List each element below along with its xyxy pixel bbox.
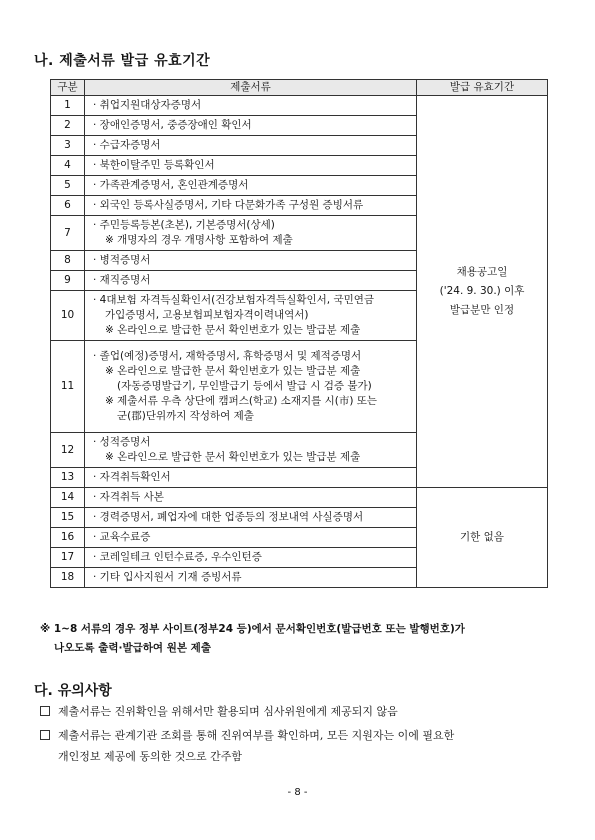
- document-cell: [85, 116, 417, 136]
- document-line: · 기타 입사지원서 기재 증빙서류: [93, 571, 242, 583]
- note-text: 제출서류는 진위확인을 위해서만 활용되며 심사위원에게 제공되지 않음: [58, 705, 398, 718]
- document-line: ※ 제출서류 우측 상단에 캠퍼스(학교) 소재지를 시(市) 또는: [105, 395, 378, 407]
- header-no: 구분: [51, 80, 85, 96]
- document-line: · 취업지원대상자증명서: [93, 99, 202, 111]
- footnote: [40, 620, 560, 658]
- document-line: · 졸업(예정)증명서, 재학증명서, 휴학증명서 및 제적증명서: [93, 350, 362, 362]
- document-line: ※ 온라인으로 발급한 문서 확인번호가 있는 발급분 제출: [105, 451, 361, 463]
- row-number: 18: [51, 568, 85, 588]
- header-validity: 발급 유효기간: [417, 80, 548, 96]
- row-number: 2: [51, 116, 85, 136]
- validity-cell: [417, 96, 548, 488]
- document-cell: [85, 488, 417, 508]
- footnote-line: 나오도록 출력·발급하여 원본 제출: [54, 642, 211, 654]
- document-line: · 외국인 등록사실증명서, 기타 다문화가족 구성원 증빙서류: [93, 199, 364, 211]
- row-number: 6: [51, 196, 85, 216]
- document-cell: [85, 251, 417, 271]
- document-cell: [85, 96, 417, 116]
- note-item: [40, 701, 560, 722]
- document-line: ※ 개명자의 경우 개명사항 포함하여 제출: [105, 234, 293, 246]
- table-row: [51, 96, 548, 116]
- document-cell: [85, 548, 417, 568]
- section2-title: 다. 유의사항: [34, 683, 112, 699]
- table-header-row: [51, 80, 548, 96]
- document-line: · 북한이탈주민 등록확인서: [93, 159, 215, 171]
- document-cell: [85, 341, 417, 433]
- checkbox-icon: [40, 730, 50, 740]
- document-cell: [85, 176, 417, 196]
- documents-table: [50, 79, 548, 588]
- row-number: 1: [51, 96, 85, 116]
- document-line: · 성적증명서: [93, 436, 151, 448]
- validity-text: 발급분만 인정: [449, 304, 515, 316]
- section-title: 나. 제출서류 발급 유효기간: [34, 53, 211, 69]
- row-number: 3: [51, 136, 85, 156]
- checkbox-icon: [40, 706, 50, 716]
- document-cell: [85, 196, 417, 216]
- page-number: - 8 -: [287, 787, 308, 798]
- document-cell: [85, 528, 417, 548]
- footnote-line: ※ 1~8 서류의 경우 정부 사이트(정부24 등)에서 문서확인번호(발급번호 또는 발행번호)가: [40, 623, 465, 635]
- document-line: · 가족관계증명서, 혼인관계증명서: [93, 179, 249, 191]
- row-number: 13: [51, 468, 85, 488]
- validity-cell: 기한 없음: [417, 488, 548, 588]
- row-number: 7: [51, 216, 85, 251]
- document-cell: [85, 271, 417, 291]
- note-text: 제출서류는 관계기관 조회를 통해 진위여부를 확인하며, 모든 지원자는 이에 필요한: [58, 729, 455, 742]
- row-number: 12: [51, 433, 85, 468]
- document-line: · 경력증명서, 폐업자에 대한 업종등의 정보내역 사실증명서: [93, 511, 364, 523]
- document-line: · 교육수료증: [93, 531, 151, 543]
- document-line: · 수급자증명서: [93, 139, 161, 151]
- row-number: 4: [51, 156, 85, 176]
- document-cell: [85, 291, 417, 341]
- row-number: 5: [51, 176, 85, 196]
- row-number: 9: [51, 271, 85, 291]
- row-number: 17: [51, 548, 85, 568]
- document-line: ※ 온라인으로 발급한 문서 확인번호가 있는 발급분 제출: [105, 324, 361, 336]
- document-cell: [85, 136, 417, 156]
- document-cell: [85, 433, 417, 468]
- document-line: (자동증명발급기, 무인발급기 등에서 발급 시 검증 불가): [117, 380, 372, 392]
- document-line: · 4대보험 자격득실확인서(건강보험자격득실확인서, 국민연금: [93, 294, 375, 306]
- notes-list: [40, 701, 560, 770]
- document-line: 군(郡)단위까지 작성하여 제출: [117, 410, 254, 422]
- validity-text: 채용공고일: [456, 266, 508, 278]
- document-cell: [85, 568, 417, 588]
- document-line: · 주민등록등본(초본), 기본증명서(상세): [93, 219, 275, 231]
- document-cell: [85, 216, 417, 251]
- header-document: 제출서류: [85, 80, 417, 96]
- document-line: ※ 온라인으로 발급한 문서 확인번호가 있는 발급분 제출: [105, 365, 361, 377]
- document-line: · 자격취득 사본: [93, 491, 164, 503]
- row-number: 16: [51, 528, 85, 548]
- row-number: 14: [51, 488, 85, 508]
- row-number: 10: [51, 291, 85, 341]
- row-number: 8: [51, 251, 85, 271]
- document-cell: [85, 508, 417, 528]
- document-cell: [85, 468, 417, 488]
- row-number: 11: [51, 341, 85, 433]
- note-text: 개인정보 제공에 동의한 것으로 간주함: [58, 750, 243, 763]
- document-line: · 자격취득확인서: [93, 471, 171, 483]
- note-item: [40, 725, 560, 767]
- row-number: 15: [51, 508, 85, 528]
- document-line: · 장애인증명서, 중증장애인 확인서: [93, 119, 252, 131]
- document-line: · 코레일테크 인턴수료증, 우수인턴증: [93, 551, 262, 563]
- document-line: · 병적증명서: [93, 254, 151, 266]
- document-line: · 재직증명서: [93, 274, 151, 286]
- validity-text: ('24. 9. 30.) 이후: [439, 285, 525, 297]
- document-cell: [85, 156, 417, 176]
- document-line: 가입증명서, 고용보험피보험자격이력내역서): [105, 309, 309, 321]
- table-row: [51, 488, 548, 508]
